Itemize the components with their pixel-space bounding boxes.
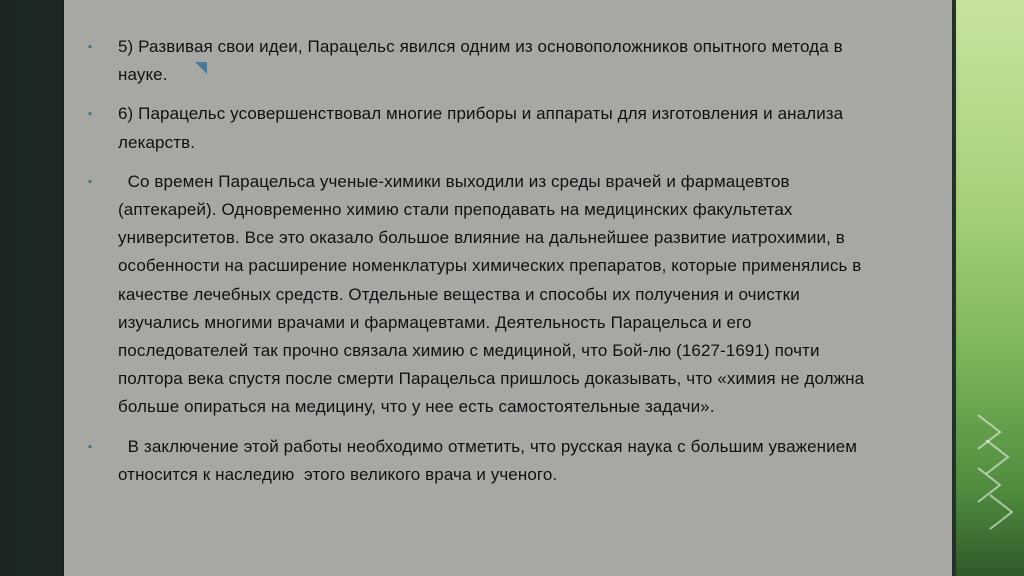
bullet-text: 5) Развивая свои идеи, Парацельс явился одним из основоположников опытного метода в науке. [118,37,843,85]
chevron-pattern-icon [956,0,1024,576]
bullet-text: 6) Парацельс усовершенствовал многие приборы и аппараты для изготовления и анализа лекарств. [118,104,844,152]
bullet-square-icon: ▪ [88,175,92,188]
bullet-square-icon: ▪ [88,108,92,121]
bullet-text: Со времен Парацельса ученые-химики выходили из среды врачей и фармацевтов (аптекарей). Одновременно химию стали преподавать на медицинских факультетах университетов. Все это оказало большое влияние на дальнейшее развитие иатрохимии, в особенности на расширение номенклатуры химических препаратов, которые применялись в качестве лечебных средств. Отдельные вещества и способы их получения и очистки изучались многими врачами и фармацевтами. Деятельность Парацельса и его последователей так прочно связала химию с медициной, что Бой-лю (1627-1691) почти полтора века спустя после смерти Парацельса пришлось доказывать, что «химия не должна больше опираться на медицину, что у нее есть самостоятельные задачи». [118,171,869,417]
bullet-item-conclusion [88,433,878,489]
bullet-square-icon: ▪ [88,41,92,53]
decorative-side-strip [956,0,1024,576]
bullet-square-icon: ▪ [88,440,92,453]
bullet-item-history [88,168,878,422]
bullet-text: В заключение этой работы необходимо отметить, что русская наука с большим уважением относится к наследию этого великого врача и ученого. [118,436,862,484]
bullet-list [88,33,878,500]
bullet-item-5 [88,33,878,89]
bullet-item-6 [88,100,878,156]
